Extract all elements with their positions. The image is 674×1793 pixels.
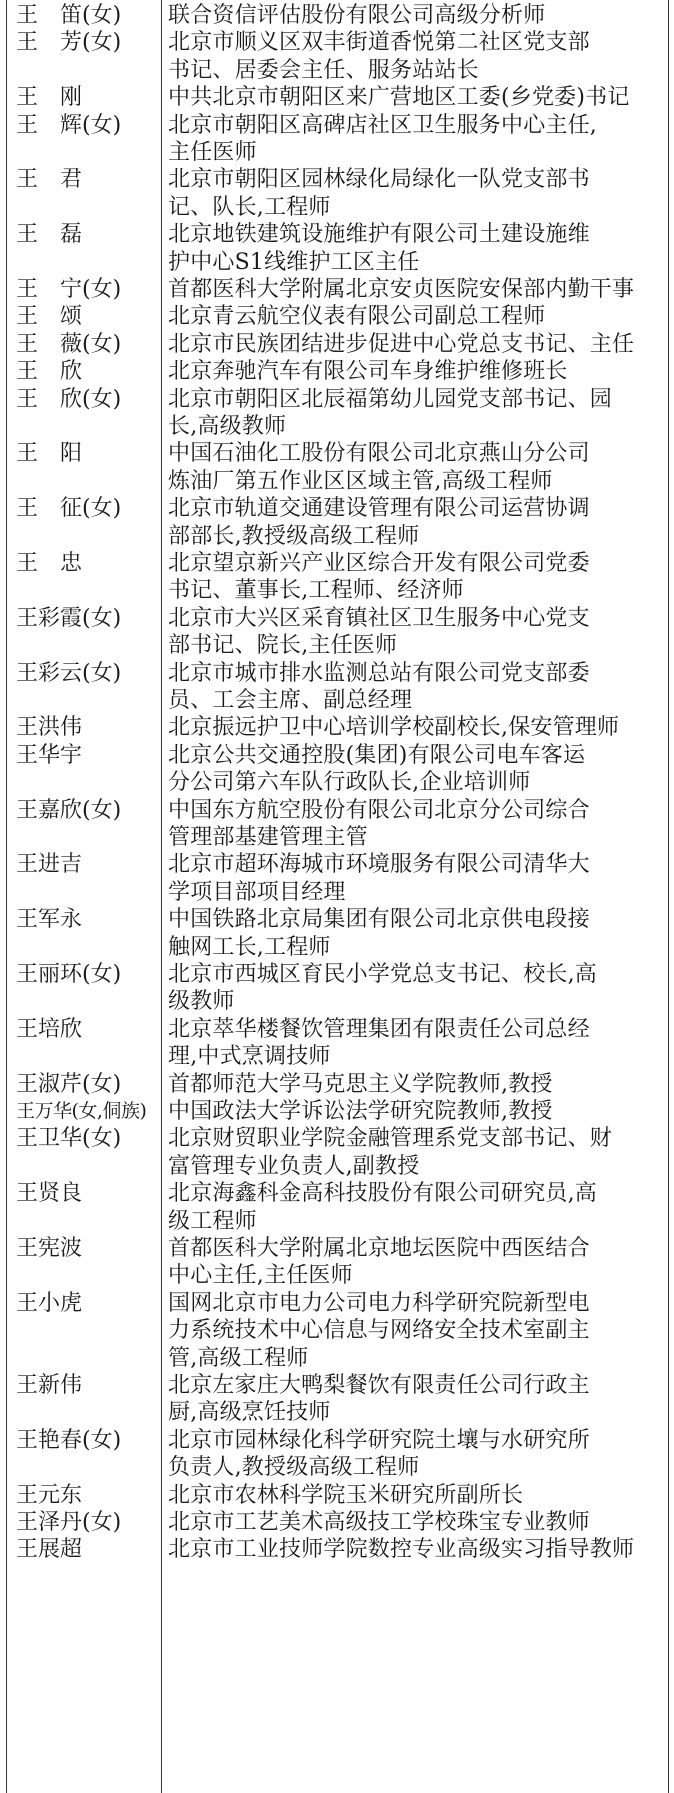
- affiliation-line: 首都医科大学附属北京地坛医院中西医结合: [168, 1236, 590, 1261]
- affiliation-line: 厨,高级烹饪技师: [168, 1400, 331, 1426]
- person-affiliation: [168, 1290, 666, 1372]
- list-item: [0, 1372, 674, 1427]
- person-name: 王 征(女): [16, 496, 122, 522]
- person-affiliation: [168, 906, 666, 961]
- affiliation-line: 中国东方航空股份有限公司北京分公司综合: [168, 797, 590, 823]
- affiliation-line: 北京市园林绿化科学研究院土壤与水研究所: [168, 1427, 590, 1453]
- list-item: [0, 714, 674, 741]
- person-name: 王宪波: [16, 1236, 83, 1261]
- person-name: 王 欣: [16, 359, 83, 385]
- person-affiliation: [168, 1482, 666, 1509]
- person-name: 王卫华(女): [16, 1126, 122, 1152]
- person-name: 王彩霞(女): [16, 605, 122, 631]
- person-name: 王淑芹(女): [16, 1071, 122, 1097]
- list-item: [0, 29, 674, 84]
- affiliation-line: 北京市城市排水监测总站有限公司党支部委: [168, 660, 590, 686]
- person-affiliation: [168, 550, 666, 605]
- list-item: [0, 851, 674, 906]
- list-item: [0, 166, 674, 221]
- affiliation-line: 中国铁路北京局集团有限公司北京供电段接: [168, 907, 590, 933]
- person-name: 王 辉(女): [16, 112, 122, 138]
- person-name: 王嘉欣(女): [16, 797, 122, 823]
- affiliation-line: 富管理专业负责人,副教授: [168, 1153, 420, 1179]
- affiliation-line: 北京青云航空仪表有限公司副总工程师: [168, 304, 546, 330]
- affiliation-line: 书记、董事长,工程师、经济师: [168, 578, 464, 604]
- list-item: [0, 303, 674, 330]
- list-item: [0, 605, 674, 660]
- affiliation-line: 北京公共交通控股(集团)有限公司电车客运: [168, 742, 586, 768]
- list-item: [0, 276, 674, 303]
- person-affiliation: [168, 358, 666, 385]
- person-affiliation: [168, 166, 666, 221]
- affiliation-line: 力系统技术中心信息与网络安全技术室副主: [168, 1318, 590, 1344]
- list-item: [0, 1235, 674, 1290]
- list-item: [0, 1536, 674, 1563]
- affiliation-line: 北京海鑫科金高科技股份有限公司研究员,高: [168, 1181, 597, 1207]
- person-affiliation: [168, 112, 666, 167]
- person-name: 王 君: [16, 167, 83, 193]
- person-affiliation: [168, 1098, 666, 1125]
- list-item: [0, 1180, 674, 1235]
- person-affiliation: [168, 495, 666, 550]
- list-item: [0, 660, 674, 715]
- affiliation-line: 北京市农林科学院玉米研究所副所长: [168, 1482, 524, 1508]
- list-item: [0, 386, 674, 441]
- list-item: [0, 331, 674, 358]
- affiliation-line: 北京市民族团结进步促进中心党总支书记、主任: [168, 331, 635, 357]
- list-item: [0, 358, 674, 385]
- person-name: 王 刚: [16, 85, 83, 111]
- person-name: 王洪伟: [16, 715, 83, 741]
- person-affiliation: [168, 660, 666, 715]
- affiliation-line: 北京市工艺美术高级技工学校珠宝专业教师: [168, 1510, 590, 1535]
- person-affiliation: [168, 605, 666, 660]
- affiliation-line: 级工程师: [168, 1208, 257, 1234]
- person-name: 王彩云(女): [16, 660, 122, 686]
- person-name: 王 欣(女): [16, 386, 122, 412]
- affiliation-line: 北京市朝阳区园林绿化局绿化一队党支部书: [168, 167, 590, 193]
- affiliation-line: 书记、居委会主任、服务站站长: [168, 57, 479, 83]
- person-affiliation: [168, 742, 666, 797]
- person-affiliation: [168, 961, 666, 1016]
- person-affiliation: [168, 386, 666, 441]
- person-affiliation: [168, 797, 666, 852]
- affiliation-line: 护中心S1线维护工区主任: [168, 249, 420, 275]
- person-affiliation: [168, 1016, 666, 1071]
- person-name: 王 薇(女): [16, 331, 122, 357]
- list-item: [0, 2, 674, 29]
- person-name: 王丽环(女): [16, 962, 122, 987]
- affiliation-line: 分公司第六车队行政队长,企业培训师: [168, 770, 531, 796]
- affiliation-line: 北京市大兴区采育镇社区卫生服务中心党支: [168, 605, 590, 631]
- affiliation-line: 炼油厂第五作业区区域主管,高级工程师: [168, 468, 553, 494]
- affiliation-line: 级教师: [168, 989, 235, 1015]
- affiliation-line: 联合资信评估股份有限公司高级分析师: [168, 3, 546, 28]
- list-item: [0, 906, 674, 961]
- person-name: 王贤良: [16, 1181, 83, 1207]
- affiliation-line: 记、队长,工程师: [168, 194, 331, 220]
- list-item: [0, 495, 674, 550]
- person-affiliation: [168, 29, 666, 84]
- affiliation-line: 管,高级工程师: [168, 1345, 309, 1371]
- affiliation-line: 北京市西城区育民小学党总支书记、校长,高: [168, 962, 597, 987]
- affiliation-line: 主任医师: [168, 140, 257, 165]
- person-affiliation: [168, 2, 666, 29]
- affiliation-line: 学项目部项目经理: [168, 879, 346, 905]
- list-item: [0, 440, 674, 495]
- list-item: [0, 84, 674, 111]
- person-name: 王 忠: [16, 551, 83, 576]
- affiliation-line: 北京奔驰汽车有限公司车身维护维修班长: [168, 359, 568, 385]
- affiliation-line: 部部长,教授级高级工程师: [168, 523, 420, 549]
- affiliation-line: 北京地铁建筑设施维护有限公司土建设施维: [168, 222, 590, 248]
- person-name: 王新伟: [16, 1373, 83, 1398]
- person-name: 王艳春(女): [16, 1427, 122, 1453]
- affiliation-line: 北京市超环海城市环境服务有限公司清华大: [168, 852, 590, 878]
- person-affiliation: [168, 1071, 666, 1098]
- person-affiliation: [168, 440, 666, 495]
- person-name: 王 颂: [16, 304, 83, 330]
- person-affiliation: [168, 1372, 666, 1427]
- person-name: 王 宁(女): [16, 277, 122, 302]
- person-affiliation: [168, 851, 666, 906]
- affiliation-line: 负责人,教授级高级工程师: [168, 1455, 420, 1481]
- affiliation-line: 首都医科大学附属北京安贞医院安保部内勤干事: [168, 277, 635, 302]
- affiliation-line: 北京萃华楼餐饮管理集团有限责任公司总经: [168, 1016, 590, 1042]
- person-name: 王 笛(女): [16, 3, 122, 28]
- list-item: [0, 1509, 674, 1536]
- person-affiliation: [168, 714, 666, 741]
- list-item: [0, 550, 674, 605]
- person-name: 王培欣: [16, 1016, 83, 1042]
- list-item: [0, 961, 674, 1016]
- affiliation-line: 北京市朝阳区高碑店社区卫生服务中心主任,: [168, 112, 597, 138]
- list-item: [0, 742, 674, 797]
- person-name: 王展超: [16, 1537, 83, 1563]
- person-name: 王万华(女,侗族): [16, 1100, 147, 1122]
- person-name: 王华宇: [16, 742, 83, 768]
- person-name: 王泽丹(女): [16, 1510, 122, 1535]
- list-item: [0, 1098, 674, 1125]
- person-affiliation: [168, 84, 666, 111]
- affiliation-line: 北京市顺义区双丰街道香悦第二社区党支部: [168, 30, 590, 56]
- list-item: [0, 1427, 674, 1482]
- person-name: 王 磊: [16, 222, 83, 248]
- person-affiliation: [168, 1235, 666, 1290]
- affiliation-line: 中共北京市朝阳区来广营地区工委(乡党委)书记: [168, 85, 630, 111]
- person-affiliation: [168, 276, 666, 303]
- affiliation-line: 北京财贸职业学院金融管理系党支部书记、财: [168, 1126, 613, 1152]
- affiliation-line: 北京市工业技师学院数控专业高级实习指导教师: [168, 1537, 635, 1563]
- affiliation-line: 部书记、院长,主任医师: [168, 633, 398, 659]
- list-item: [0, 1016, 674, 1071]
- affiliation-line: 北京望京新兴产业区综合开发有限公司党委: [168, 551, 590, 576]
- person-name: 王 阳: [16, 441, 83, 467]
- list-item: [0, 1482, 674, 1509]
- person-affiliation: [168, 1125, 666, 1180]
- affiliation-line: 国网北京市电力公司电力科学研究院新型电: [168, 1290, 590, 1316]
- person-name: 王元东: [16, 1482, 83, 1508]
- list-item: [0, 1290, 674, 1372]
- person-affiliation: [168, 1180, 666, 1235]
- person-name: 王军永: [16, 907, 83, 933]
- person-affiliation: [168, 303, 666, 330]
- person-name: 王进吉: [16, 852, 83, 878]
- affiliation-line: 中国政法大学诉讼法学研究院教师,教授: [168, 1099, 553, 1124]
- person-affiliation: [168, 1509, 666, 1536]
- affiliation-line: 理,中式烹调技师: [168, 1044, 331, 1070]
- person-affiliation: [168, 331, 666, 358]
- affiliation-line: 中国石油化工股份有限公司北京燕山分公司: [168, 441, 590, 467]
- list-item: [0, 797, 674, 852]
- person-name: 王 芳(女): [16, 30, 122, 56]
- affiliation-line: 触网工长,工程师: [168, 934, 331, 960]
- list-item: [0, 1071, 674, 1098]
- person-affiliation: [168, 221, 666, 276]
- affiliation-line: 北京市轨道交通建设管理有限公司运营协调: [168, 496, 590, 522]
- affiliation-line: 管理部基建管理主管: [168, 825, 368, 850]
- person-affiliation: [168, 1427, 666, 1482]
- affiliation-line: 员、工会主席、副总经理: [168, 688, 413, 713]
- list-item: [0, 1125, 674, 1180]
- list-item: [0, 112, 674, 167]
- list-item: [0, 221, 674, 276]
- affiliation-line: 首都师范大学马克思主义学院教师,教授: [168, 1071, 553, 1097]
- person-name: 王小虎: [16, 1290, 83, 1316]
- affiliation-line: 中心主任,主任医师: [168, 1263, 353, 1289]
- affiliation-line: 长,高级教师: [168, 414, 287, 439]
- affiliation-line: 北京振远护卫中心培训学校副校长,保安管理师: [168, 715, 620, 741]
- affiliation-line: 北京市朝阳区北辰福第幼儿园党支部书记、园: [168, 386, 613, 412]
- person-affiliation: [168, 1536, 666, 1563]
- affiliation-line: 北京左家庄大鸭梨餐饮有限责任公司行政主: [168, 1373, 590, 1398]
